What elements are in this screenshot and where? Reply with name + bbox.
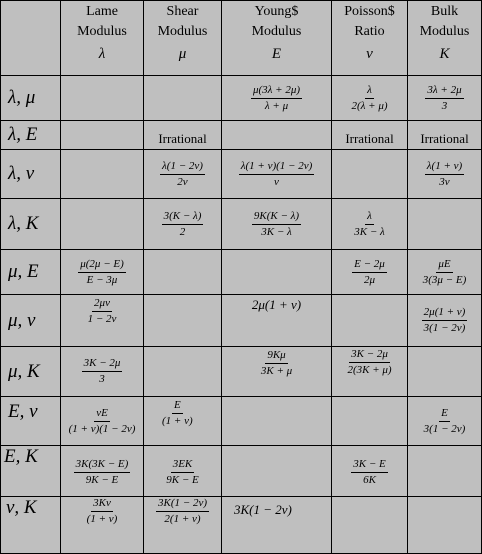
header-lame-line1: Lame: [86, 4, 118, 19]
formula-denominator: 3K − λ: [261, 225, 292, 238]
cell-r5-youngs: [222, 295, 332, 347]
header-lame-symbol: λ: [98, 46, 106, 62]
cell-r0-shear: [144, 76, 222, 121]
formula-numerator: λ: [365, 210, 374, 225]
row-label-mu-k: μ, K: [0, 347, 61, 397]
cell-r8-youngs: [222, 446, 332, 497]
cell-r2-youngs: [222, 150, 332, 199]
formula-fraction: [78, 258, 126, 287]
header-shear: [144, 0, 222, 76]
formula-denominator: 2μ: [363, 273, 375, 286]
header-poisson: [332, 0, 408, 76]
formula-numerator: E: [172, 399, 183, 414]
header-youngs: [222, 0, 332, 76]
header-shear-line1: Shear: [166, 4, 199, 19]
cell-r5-lame: [61, 295, 144, 347]
cell-r4-shear: [144, 250, 222, 295]
formula-numerator: 3K − 2μ: [82, 357, 123, 372]
cell-r3-bulk: [408, 199, 482, 250]
formula-fraction: [160, 160, 205, 189]
formula-numerator: 9K(K − λ): [252, 210, 301, 225]
formula-denominator: 3ν: [439, 175, 450, 188]
cell-r8-poisson: [332, 446, 408, 497]
cell-r8-bulk: [408, 446, 482, 497]
formula-inline: 3K(1 − 2ν): [234, 502, 292, 517]
formula-fraction: [74, 458, 131, 487]
formula-denominator: E − 3μ: [86, 273, 118, 286]
cell-r2-bulk: [408, 150, 482, 199]
formula-denominator: (1 + ν)(1 − 2ν): [68, 422, 136, 435]
row-label-lambda-e: λ, E: [0, 121, 61, 150]
formula-denominator: 1 − 2ν: [87, 313, 117, 325]
cell-r7-poisson: [332, 397, 408, 446]
row-label-lambda-k: λ, K: [0, 199, 61, 250]
header-bulk-line2: Modulus: [419, 24, 470, 39]
cell-r3-shear: [144, 199, 222, 250]
header-bulk-symbol: K: [439, 46, 450, 62]
formula-numerator: E − 2μ: [352, 258, 387, 273]
formula-numerator: νE: [94, 407, 110, 422]
formula-fraction: [259, 349, 294, 378]
formula-fraction: [156, 497, 209, 526]
formula-numerator: μE: [436, 258, 452, 273]
cell-r1-youngs: [222, 121, 332, 150]
cell-r4-bulk: [408, 250, 482, 295]
formula-denominator: 2(λ + μ): [351, 99, 388, 112]
formula-denominator: 2(3K + μ): [347, 364, 392, 376]
formula-fraction: [67, 407, 138, 436]
formula-numerator: λ(1 + ν)(1 − 2ν): [239, 160, 315, 175]
formula-fraction: [421, 258, 469, 287]
cell-r5-poisson: [332, 295, 408, 347]
row-label-e-nu: E, ν: [0, 397, 61, 446]
header-poisson-symbol: ν: [366, 46, 373, 62]
formula-fraction: [82, 357, 123, 386]
formula-denominator: 2(1 + ν): [164, 513, 201, 525]
formula-fraction: [422, 407, 468, 436]
formula-denominator: 9K − E: [166, 474, 199, 486]
irrational-label: Irrational: [345, 131, 394, 146]
formula-numerator: 9Kμ: [265, 349, 287, 364]
formula-denominator: 3K + μ: [260, 365, 293, 377]
formula-denominator: 3: [99, 373, 105, 385]
cell-r1-lame: [61, 121, 144, 150]
formula-fraction: [349, 84, 389, 113]
formula-fraction: [251, 84, 302, 113]
formula-numerator: μ(3λ + 2μ): [251, 84, 302, 99]
cell-r9-youngs: [222, 497, 332, 554]
formula-denominator: 2ν: [177, 175, 188, 188]
formula-denominator: 2: [179, 225, 186, 238]
formula-numerator: λ(1 − 2ν): [160, 160, 205, 175]
cell-r3-lame: [61, 199, 144, 250]
formula-denominator: 3(1 − 2ν): [423, 422, 466, 435]
row-label-mu-nu: μ, ν: [0, 295, 61, 347]
formula-fraction: [85, 497, 120, 526]
formula-fraction: [164, 458, 200, 487]
cell-r2-lame: [61, 150, 144, 199]
formula-numerator: 3K(1 − 2ν): [156, 497, 209, 512]
header-poisson-line2: Ratio: [354, 24, 385, 39]
cell-r4-youngs: [222, 250, 332, 295]
formula-fraction: [351, 458, 387, 487]
formula-denominator: 6K: [363, 474, 376, 486]
row-label-lambda-nu: λ, ν: [0, 150, 61, 199]
cell-r7-bulk: [408, 397, 482, 446]
formula-fraction: [352, 258, 387, 287]
header-bulk: [408, 0, 482, 76]
formula-fraction: [252, 210, 301, 239]
cell-r5-shear: [144, 295, 222, 347]
row-label-e-k: E, K: [0, 446, 61, 497]
formula-denominator: 3K − λ: [354, 225, 385, 238]
formula-fraction: [160, 399, 195, 428]
formula-numerator: λ(1 + ν): [425, 160, 464, 175]
cell-r7-youngs: [222, 397, 332, 446]
formula-denominator: 9K − E: [85, 474, 119, 486]
cell-r1-shear: [144, 121, 222, 150]
cell-r3-poisson: [332, 199, 408, 250]
formula-numerator: 3K − 2μ: [349, 348, 390, 363]
cell-r6-shear: [144, 347, 222, 397]
cell-r0-bulk: [408, 76, 482, 121]
irrational-label: Irrational: [420, 131, 469, 146]
formula-numerator: E: [439, 407, 450, 422]
formula-numerator: 3K − E: [351, 458, 387, 473]
header-shear-symbol: μ: [178, 46, 187, 62]
cell-r6-youngs: [222, 347, 332, 397]
formula-numerator: 2μ(1 + ν): [422, 306, 468, 321]
formula-numerator: μ(2μ − E): [78, 258, 126, 273]
formula-fraction: [162, 210, 204, 239]
formula-numerator: 3λ + 2μ: [425, 84, 463, 99]
formula-denominator: 3(3μ − E): [422, 273, 467, 286]
cell-r6-poisson: [332, 347, 408, 397]
formula-fraction: [422, 306, 468, 335]
formula-numerator: 2μν: [92, 297, 112, 312]
formula-numerator: λ: [365, 84, 374, 99]
formula-numerator: 3Kν: [91, 497, 113, 512]
cell-r7-shear: [144, 397, 222, 446]
cell-r9-poisson: [332, 497, 408, 554]
cell-r4-poisson: [332, 250, 408, 295]
formula-inline: 2μ(1 + ν): [251, 297, 302, 312]
formula-fraction: [425, 84, 463, 113]
cell-r6-lame: [61, 347, 144, 397]
formula-fraction: [345, 348, 393, 377]
formula-fraction: [352, 210, 387, 239]
cell-r2-shear: [144, 150, 222, 199]
cell-r2-poisson: [332, 150, 408, 199]
header-poisson-line1: Poisson$: [344, 4, 395, 19]
cell-r9-bulk: [408, 497, 482, 554]
header-youngs-symbol: E: [271, 46, 282, 62]
formula-fraction: [239, 160, 315, 189]
cell-r4-lame: [61, 250, 144, 295]
formula-numerator: 3EK: [171, 458, 195, 473]
irrational-label: Irrational: [158, 131, 207, 146]
cell-r8-lame: [61, 446, 144, 497]
cell-r0-poisson: [332, 76, 408, 121]
formula-numerator: 3K(3K − E): [74, 458, 131, 473]
cell-r1-poisson: [332, 121, 408, 150]
cell-r1-bulk: [408, 121, 482, 150]
formula-fraction: [86, 297, 119, 326]
formula-numerator: 3(K − λ): [162, 210, 204, 225]
cell-r9-shear: [144, 497, 222, 554]
header-lame: [61, 0, 144, 76]
cell-r3-youngs: [222, 199, 332, 250]
formula-denominator: ν: [274, 175, 279, 188]
formula-denominator: λ + μ: [264, 99, 289, 112]
corner-cell: [0, 0, 61, 76]
formula-fraction: [425, 160, 464, 189]
cell-r0-lame: [61, 76, 144, 121]
formula-denominator: 3(1 − 2ν): [423, 322, 466, 334]
cell-r0-youngs: [222, 76, 332, 121]
formula-denominator: 3: [441, 99, 448, 112]
row-label-lambda-mu: λ, μ: [0, 76, 61, 121]
cell-r7-lame: [61, 397, 144, 446]
header-bulk-line1: Bulk: [430, 4, 459, 19]
formula-denominator: (1 + ν): [86, 513, 118, 525]
row-label-nu-k: ν, K: [0, 497, 61, 554]
cell-r8-shear: [144, 446, 222, 497]
header-youngs-line2: Modulus: [251, 24, 302, 39]
header-youngs-line1: Young$: [254, 4, 299, 19]
header-shear-line2: Modulus: [157, 24, 208, 39]
formula-denominator: (1 + ν): [162, 415, 193, 427]
cell-r6-bulk: [408, 347, 482, 397]
header-lame-line2: Modulus: [77, 24, 127, 39]
cell-r5-bulk: [408, 295, 482, 347]
cell-r9-lame: [61, 497, 144, 554]
row-label-mu-e: μ, E: [0, 250, 61, 295]
